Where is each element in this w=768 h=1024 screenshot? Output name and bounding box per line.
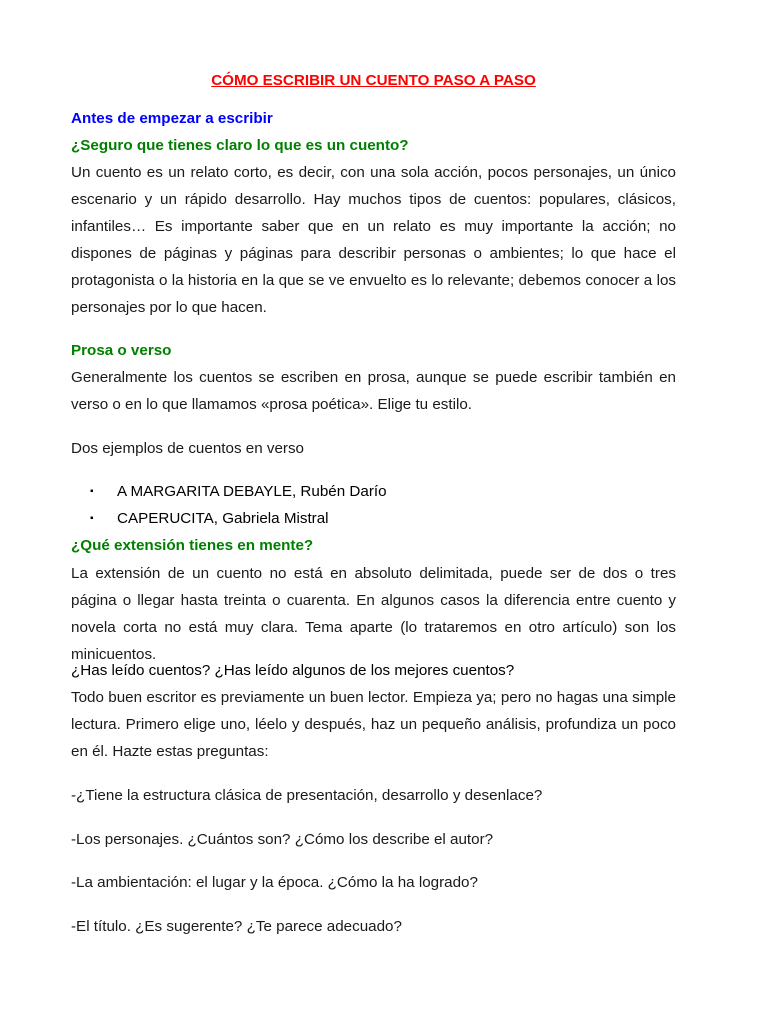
bullet-icon: ▪ (90, 513, 94, 524)
document-title: CÓMO ESCRIBIR UN CUENTO PASO A PASO (211, 72, 536, 89)
paragraph-have-you-read: Todo buen escritor es previamente un buen lector. Empieza ya; pero no hagas una simple lectura. Primero elige uno, léelo y después, haz un pequeño análisis, profundiza un poco en él. Hazte estas preguntas: (71, 689, 676, 760)
paragraph-what-is-story: Un cuento es un relato corto, es decir, con una sola acción, pocos personajes, un único escenario y un rápido desarrollo. Hay muchos tipos de cuentos: populares, clásicos, infantiles… Es importante saber que en un relato es muy importante la acción; no dispones de páginas y páginas para describir personas o ambientes; lo que hace el protagonista o la historia en la que se ve envuelto es lo relevante; debemos conocer a los personajes por lo que hacen. (71, 164, 676, 316)
list-item-text: A MARGARITA DEBAYLE, Rubén Darío (117, 483, 387, 500)
question-heading-have-you-read: ¿Has leído cuentos? ¿Has leído algunos de los mejores cuentos? (71, 662, 515, 679)
analysis-question: -La ambientación: el lugar y la época. ¿Cómo la ha logrado? (71, 874, 478, 891)
section-heading: Antes de empezar a escribir (71, 110, 273, 127)
question-heading-prose-or-verse: Prosa o verso (71, 342, 172, 359)
analysis-question: -El título. ¿Es sugerente? ¿Te parece adecuado? (71, 918, 402, 935)
analysis-question: -¿Tiene la estructura clásica de presentación, desarrollo y desenlace? (71, 787, 543, 804)
list-item (90, 508, 329, 530)
examples-intro: Dos ejemplos de cuentos en verso (71, 440, 305, 457)
question-heading-length: ¿Qué extensión tienes en mente? (71, 537, 314, 554)
list-item-text: CAPERUCITA, Gabriela Mistral (117, 510, 329, 527)
paragraph-prose-or-verse: Generalmente los cuentos se escriben en prosa, aunque se puede escribir también en verso o en lo que llamamos «prosa poética». Elige tu estilo. (71, 369, 676, 413)
list-item (90, 481, 387, 503)
bullet-icon: ▪ (90, 486, 94, 497)
analysis-question: -Los personajes. ¿Cuántos son? ¿Cómo los describe el autor? (71, 831, 494, 848)
question-heading-what-is-story: ¿Seguro que tienes claro lo que es un cuento? (71, 137, 409, 154)
paragraph-length: La extensión de un cuento no está en absoluto delimitada, puede ser de dos o tres página o llegar hasta treinta o cuarenta. En algunos casos la diferencia entre cuento y novela corta no está muy clara. Tema aparte (lo trataremos en otro artículo) son los minicuentos. (71, 565, 676, 663)
